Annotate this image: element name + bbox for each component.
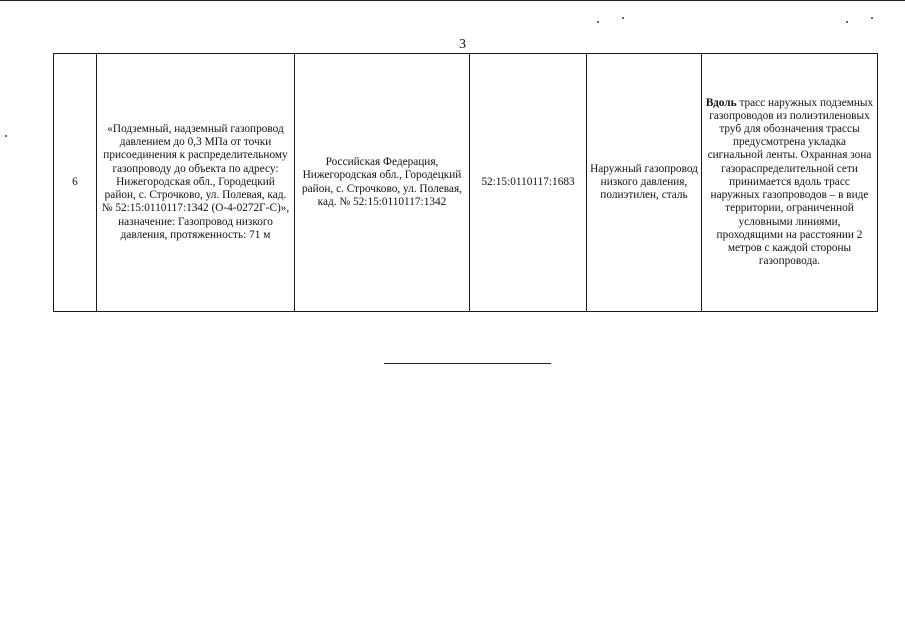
- record-table: [53, 53, 878, 312]
- cadastral-number-cell: 52:15:0110117:1683: [470, 54, 587, 312]
- scan-speck: [871, 17, 873, 19]
- address-cell: Российская Федерация, Нижегородская обл., Городецкий район, с. Строчково, ул. Полевая, кад. № 52:15:0110117:1342: [295, 54, 470, 312]
- scan-speck: [846, 21, 848, 23]
- end-separator-line: [384, 363, 551, 364]
- page-number: 3: [459, 37, 466, 52]
- scan-speck: [622, 17, 624, 19]
- zone-text: трасс наружных подземных газопроводов из полиэтиленовых труб для обозначения трассы предусмотрена укладка сигнальной ленты. Охранная зона газораспределительной сети принимается вдоль трасс наружных газопроводов – в виде территории, ограниченной условными линиями, проходящими на расстоянии 2 метров с каждой стороны газопровода.: [707, 96, 874, 268]
- gas-pipeline-type-cell: Наружный газопровод низкого давления, полиэтилен, сталь: [587, 54, 702, 312]
- scan-speck: [5, 135, 7, 137]
- zone-bold-lead: Вдоль: [705, 96, 737, 109]
- protection-zone-cell: [702, 54, 878, 312]
- top-border-line: [0, 0, 905, 1]
- row-number-cell: 6: [54, 54, 97, 312]
- table-row: [54, 54, 878, 312]
- scan-speck: [597, 21, 599, 23]
- object-name-cell: «Подземный, надземный газопровод давлением до 0,3 МПа от точки присоединения к распределительному газопроводу до объекта по адресу: Нижегородская обл., Городецкий район, с. Строчково, ул. Полевая, кад. № 52:15:0110117:1342 (О-4-0272Г-С)», назначение: Газопровод низкого давления, протяженность: 71 м: [97, 54, 295, 312]
